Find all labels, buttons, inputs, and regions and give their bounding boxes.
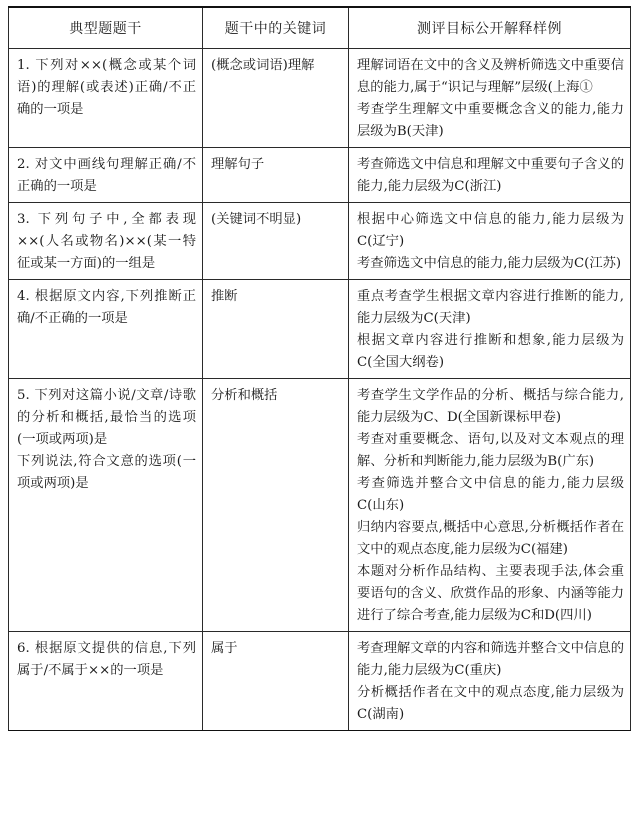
example-text: 考查筛选并整合文中信息的能力,能力层级C(山东): [357, 476, 624, 513]
table-row: [9, 49, 631, 148]
stem-text: 下列说法,符合文意的选项(一项或两项)是: [17, 454, 196, 491]
stem-cell: [9, 148, 203, 203]
example-cell: [349, 379, 631, 632]
example-text: 根据中心筛选文中信息的能力,能力层级为C(辽宁): [357, 212, 624, 249]
stem-text: 6. 根据原文提供的信息,下列属于/不属于××的一项是: [17, 641, 196, 678]
example-text: 本题对分析作品结构、主要表现手法,体会重要语句的含义、欣赏作品的形象、内涵等能力进行了综合考查,能力层级为C和D(四川): [357, 564, 624, 623]
keyword-cell: 属于: [203, 632, 349, 731]
keyword-cell: (关键词不明显): [203, 203, 349, 280]
stem-text: 2. 对文中画线句理解正确/不正确的一项是: [17, 157, 196, 194]
stem-cell: [9, 203, 203, 280]
question-type-table: [8, 6, 631, 731]
stem-cell: [9, 49, 203, 148]
example-cell: [349, 148, 631, 203]
example-text: 分析概括作者在文中的观点态度,能力层级为C(湖南): [357, 685, 624, 722]
table-row: [9, 203, 631, 280]
example-text: 归纳内容要点,概括中心意思,分析概括作者在文中的观点态度,能力层级为C(福建): [357, 520, 624, 557]
stem-text: 4. 根据原文内容,下列推断正确/不正确的一项是: [17, 289, 196, 326]
table-row: [9, 632, 631, 731]
example-text: 考查筛选文中信息的能力,能力层级为C(江苏): [357, 256, 622, 271]
example-text: 考查学生文学作品的分析、概括与综合能力,能力层级为C、D(全国新课标甲卷): [357, 388, 624, 425]
example-cell: [349, 203, 631, 280]
example-text: 考查对重要概念、语句,以及对文本观点的理解、分析和判断能力,能力层级为B(广东): [357, 432, 624, 469]
example-text: 根据文章内容进行推断和想象,能力层级为C(全国大纲卷): [357, 333, 624, 370]
example-cell: [349, 49, 631, 148]
example-cell: [349, 632, 631, 731]
table-row: [9, 280, 631, 379]
example-text: 重点考查学生根据文章内容进行推断的能力,能力层级为C(天津): [357, 289, 624, 326]
stem-text: 5. 下列对这篇小说/文章/诗歌的分析和概括,最恰当的选项(一项或两项)是: [17, 388, 196, 447]
header-example: 测评目标公开解释样例: [349, 7, 631, 49]
example-text: 考查学生理解文中重要概念含义的能力,能力层级为B(天津): [357, 102, 624, 139]
example-cell: [349, 280, 631, 379]
keyword-cell: (概念或词语)理解: [203, 49, 349, 148]
example-text: 理解词语在文中的含义及辨析筛选文中重要信息的能力,属于“识记与理解”层级(上海①: [357, 58, 624, 95]
example-text: 考查筛选文中信息和理解文中重要句子含义的能力,能力层级为C(浙江): [357, 157, 624, 194]
keyword-cell: 分析和概括: [203, 379, 349, 632]
stem-cell: [9, 379, 203, 632]
keyword-cell: 理解句子: [203, 148, 349, 203]
example-text: 考查理解文章的内容和筛选并整合文中信息的能力,能力层级为C(重庆): [357, 641, 624, 678]
stem-cell: [9, 632, 203, 731]
header-typical-stem: 典型题题干: [9, 7, 203, 49]
keyword-cell: 推断: [203, 280, 349, 379]
stem-text: 3. 下列句子中,全都表现××(人名或物名)××(某一特征或某一方面)的一组是: [17, 212, 196, 271]
table-row: [9, 148, 631, 203]
header-row: [9, 7, 631, 49]
header-keyword: 题干中的关键词: [203, 7, 349, 49]
stem-text: 1. 下列对××(概念或某个词语)的理解(或表述)正确/不正确的一项是: [17, 58, 196, 117]
stem-cell: [9, 280, 203, 379]
table-row: [9, 379, 631, 632]
